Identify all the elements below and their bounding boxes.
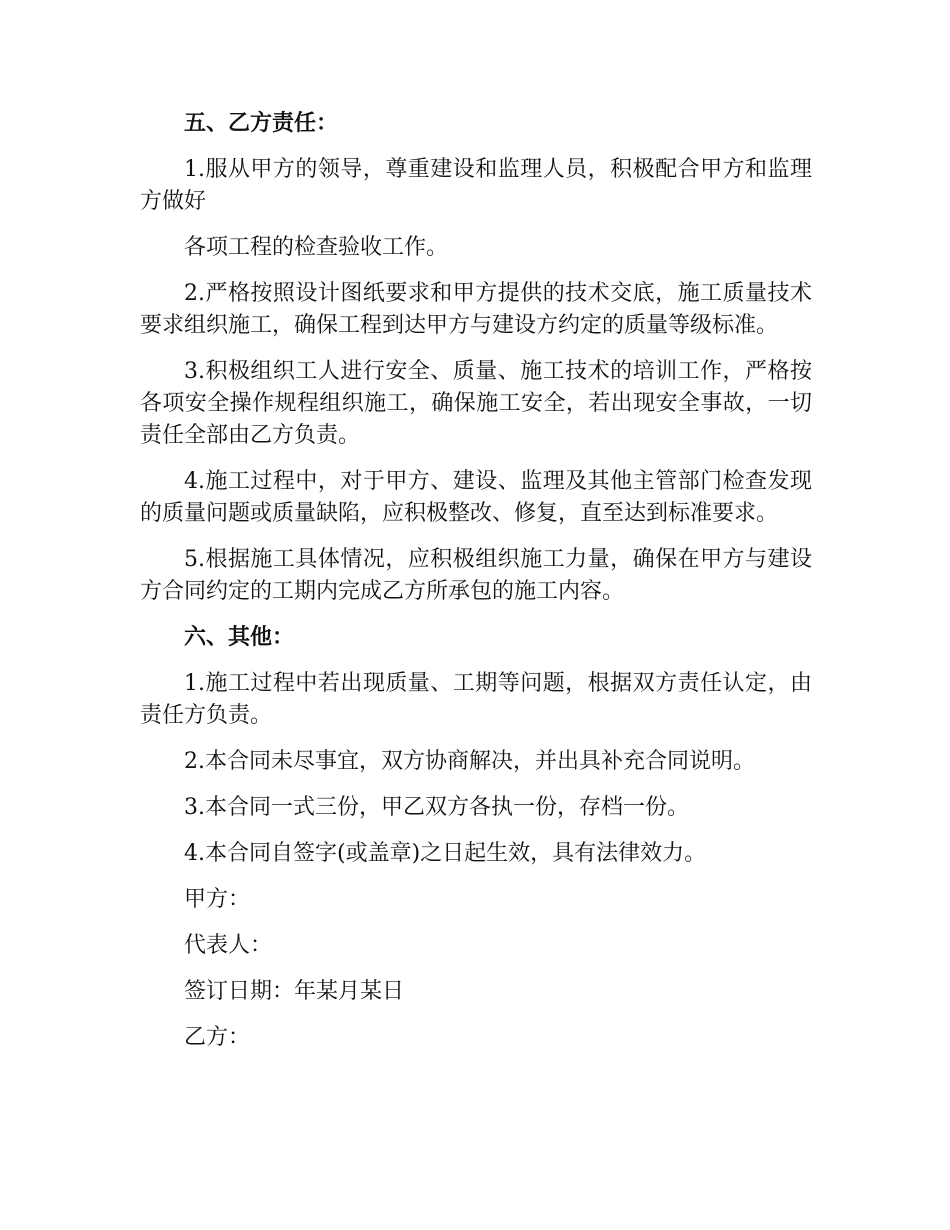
section-heading-other: 六、其他： <box>184 625 295 650</box>
representative-label: 代表人： <box>184 933 273 958</box>
paragraph: 2.本合同未尽事宜，双方协商解决，并出具补充合同说明。 <box>184 749 755 774</box>
paragraph: 2.严格按照设计图纸要求和甲方提供的技术交底，施工质量技术要求组织施工，确保工程到达甲方与建设方约定的质量等级标准。 <box>140 281 812 338</box>
paragraph: 各项工程的检查验收工作。 <box>184 235 449 260</box>
paragraph: 4.本合同自签字(或盖章)之日起生效，具有法律效力。 <box>184 841 707 866</box>
contract-body <box>140 108 812 1068</box>
section-heading-responsibilities: 五、乙方责任： <box>184 111 339 136</box>
paragraph: 1.施工过程中若出现质量、工期等问题，根据双方责任认定，由责任方负责。 <box>140 671 812 728</box>
party-b-label: 乙方： <box>184 1025 251 1050</box>
signing-date: 签订日期：年某月某日 <box>184 979 405 1004</box>
paragraph: 3.积极组织工人进行安全、质量、施工技术的培训工作，严格按各项安全操作规程组织施工，确保施工安全，若出现安全事故，一切责任全部由乙方负责。 <box>140 359 812 448</box>
paragraph: 1.服从甲方的领导，尊重建设和监理人员，积极配合甲方和监理方做好 <box>140 157 812 214</box>
paragraph: 4.施工过程中，对于甲方、建设、监理及其他主管部门检查发现的质量问题或质量缺陷，应积极整改、修复，直至达到标准要求。 <box>140 469 812 526</box>
paragraph: 5.根据施工具体情况，应积极组织施工力量，确保在甲方与建设方合同约定的工期内完成乙方所承包的施工内容。 <box>140 547 812 604</box>
party-a-label: 甲方： <box>184 887 251 912</box>
paragraph: 3.本合同一式三份，甲乙双方各执一份，存档一份。 <box>184 795 689 820</box>
